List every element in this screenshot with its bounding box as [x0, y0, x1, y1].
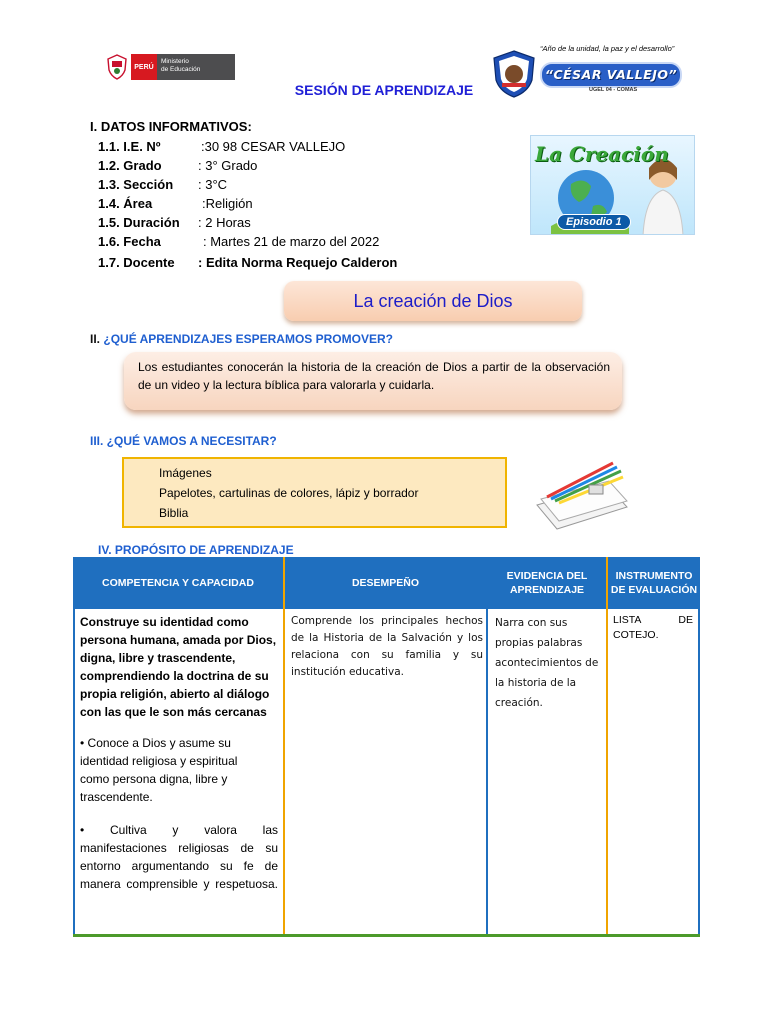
school-name-banner: “CÉSAR VALLEJO”	[540, 62, 682, 88]
ministry-name-line1: Ministerio	[161, 58, 189, 65]
material-item: Papelotes, cartulinas de colores, lápiz y borrador	[159, 486, 419, 500]
cell-capacidad-2: • Cultiva y valora las manifestaciones religiosas de su entorno argumentando su fe de manera comprensible y respetuosa.	[80, 823, 278, 891]
table-rule	[283, 557, 285, 937]
section-title-text: ¿QUÉ APRENDIZAJES ESPERAMOS PROMOVER?	[103, 332, 393, 346]
page-title-text: SESIÓN DE APRENDIZAJE	[294, 82, 474, 98]
table-rule	[73, 557, 75, 937]
datos-key: 1.2. Grado	[98, 158, 162, 173]
datos-value: : Martes 21 de marzo del 2022	[203, 234, 380, 249]
section-roman: II.	[90, 332, 101, 346]
datos-key: 1.3. Sección	[98, 177, 174, 192]
cell-instrumento: LISTA DE COTEJO.	[613, 614, 693, 641]
datos-value: : 3° Grado	[198, 158, 258, 173]
page-title	[0, 82, 768, 98]
section-necesitar-title: III. ¿QUÉ VAMOS A NECESITAR?	[90, 434, 277, 448]
datos-value: : 3°C	[198, 177, 228, 192]
datos-key: 1.6. Fecha	[98, 234, 161, 249]
datos-key: 1.7. Docente	[98, 255, 175, 270]
material-item: Biblia	[159, 506, 189, 520]
table-bottom-rule	[73, 934, 700, 937]
cell-capacidad-1: • Conoce a Dios y asume su identidad religiosa y espiritual como persona digna, libre y trascendente.	[80, 736, 238, 804]
school-supplies-icon	[527, 455, 637, 535]
ministry-name-line2: de Educación	[161, 66, 201, 73]
section-datos-title: I. DATOS INFORMATIVOS:	[90, 119, 252, 134]
section-aprendizajes-title	[90, 332, 393, 346]
table-rule	[606, 557, 608, 937]
session-topic: La creación de Dios	[284, 281, 582, 321]
section-proposito-title: IV. PROPÓSITO DE APRENDIZAJE	[98, 543, 294, 557]
aprendizajes-box: Los estudiantes conocerán la historia de la creación de Dios a partir de la observación de un video y la lectura bíblica para valorarla y cuidarla.	[124, 352, 622, 410]
materials-box	[122, 457, 507, 528]
datos-value: : Edita Norma Requejo Calderon	[198, 255, 398, 270]
material-item: Imágenes	[159, 466, 212, 480]
datos-key: 1.1. I.E. Nº	[98, 139, 161, 154]
coat-of-arms-icon	[106, 54, 128, 80]
episode-badge: Episodio 1	[557, 214, 631, 230]
cell-desempeno: Comprende los principales hechos de la Historia de la Salvación y los relaciona con su familia y su institución educativa.	[291, 615, 483, 678]
cell-competencia: Construye su identidad como persona humana, amada por Dios, digna, libre y trascendente, comprendiendo la doctrina de su propia religión, abierto al diálogo con las que le son más cercanas	[80, 615, 277, 719]
datos-value: :30 98 CESAR VALLEJO	[201, 139, 346, 154]
table-rule	[698, 557, 700, 937]
datos-value: :Religión	[202, 196, 253, 211]
datos-value: : 2 Horas	[198, 215, 251, 230]
proposito-table	[73, 557, 700, 937]
peru-label: PERÚ	[131, 54, 157, 80]
table-header-instrumento: INSTRUMENTO DE EVALUACIÓN	[608, 557, 700, 609]
table-header-desempeno: DESEMPEÑO	[285, 557, 486, 609]
cell-evidencia: Narra con sus propias palabras acontecimientos de la historia de la creación.	[495, 617, 599, 709]
datos-key: 1.5. Duración	[98, 215, 180, 230]
creation-illustration	[530, 135, 695, 235]
table-header-competencia: COMPETENCIA Y CAPACIDAD	[73, 557, 283, 609]
school-ugel: UGEL 04 - COMAS	[589, 87, 638, 93]
year-quote: “Año de la unidad, la paz y el desarrollo”	[540, 44, 675, 53]
ministry-name	[157, 54, 235, 80]
ministry-logo	[106, 53, 236, 81]
creation-title: La Creación	[535, 142, 669, 166]
datos-key: 1.4. Área	[98, 196, 153, 211]
table-rule	[486, 557, 488, 937]
table-header-evidencia: EVIDENCIA DEL APRENDIZAJE	[488, 557, 606, 609]
